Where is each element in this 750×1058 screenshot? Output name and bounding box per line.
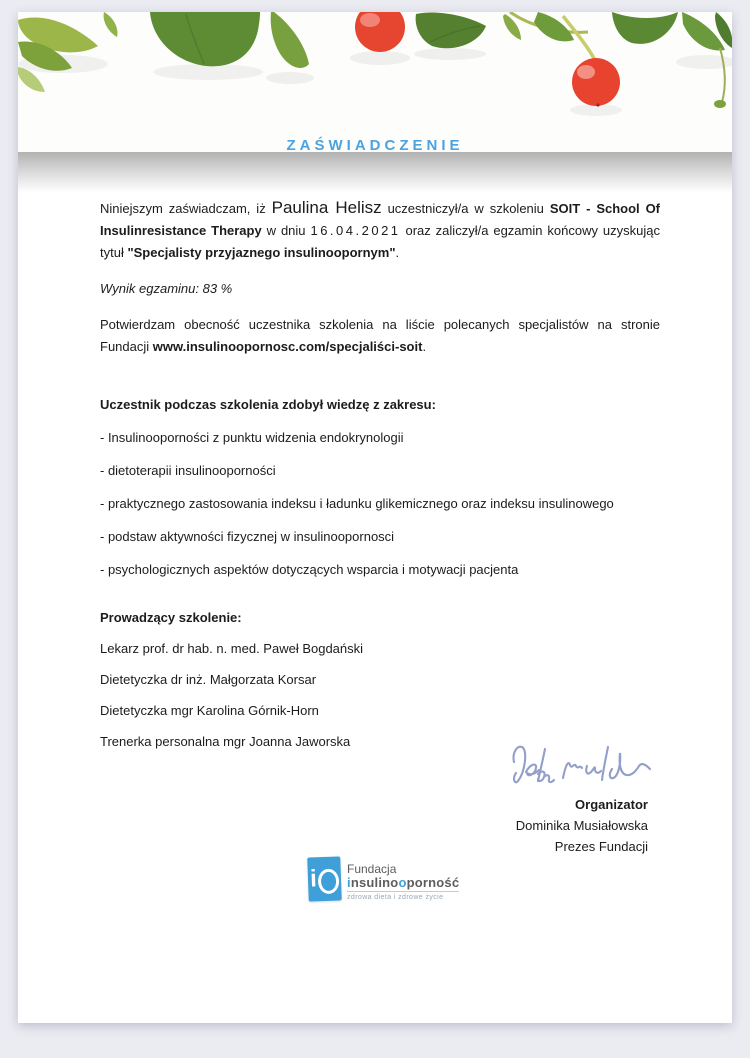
intro-mid3: oraz zaliczył/a egzamin końcowy uzyskując tytuł [100,223,660,260]
cherry-tomato-2 [563,16,620,107]
intro-lead: Niniejszym zaświadczam, iż [100,201,272,216]
knowledge-heading: Uczestnik podczas szkolenia zdobył wiedzę z zakresu: [100,397,436,412]
cherry-tomato-1 [355,12,405,52]
exam-result: Wynik egzaminu: 83 % [100,281,233,296]
logo-name-word: insulinooporność [347,875,460,890]
award-title: "Specjalisty przyjaznego insulinoopornym" [127,245,396,260]
course-date: 16.04.2021 [310,223,401,238]
organizer-block [516,794,648,857]
knowledge-item: - dietoterapii insulinooporności [100,463,276,478]
certificate-page [18,12,732,1023]
logo-o-ring-icon [317,868,339,894]
confirmation-end: . [422,339,427,354]
vegetables-photo-illustration [18,12,732,152]
logo-io-mark [307,856,342,901]
signature-image [504,738,658,798]
spinach-leaf-mid [416,13,486,49]
logo-i-letter: i [309,865,318,893]
participant-name: Paulina Helisz [271,198,382,217]
leaf-cluster-stems [503,12,588,41]
intro-mid1: uczestniczył/a w szkoleniu [381,201,550,216]
photo-shadows [18,48,732,116]
knowledge-item: - Insulinooporności z punktu widzenia endokrynologii [100,430,404,445]
organizer-label: Organizator [575,797,648,812]
spinach-leaf-large [150,12,260,66]
knowledge-item: - psychologicznych aspektów dotyczących wsparcia i motywacji pacjenta [100,562,519,577]
intro-mid2: w dniu [261,223,311,238]
title-gradient-band [18,152,732,194]
trainer-item: Dietetyczka mgr Karolina Górnik-Horn [100,703,319,718]
spinach-leaf-right [612,12,678,44]
certificate-body [100,198,660,753]
logo-foundation-word: Fundacja [347,862,397,876]
header-photo [18,12,732,152]
specialists-url: www.insulinoopornosc.com/specjaliści-soit [152,339,423,354]
organizer-role: Prezes Fundacji [554,839,648,854]
intro-end: . [395,245,400,260]
trainer-item: Lekarz prof. dr hab. n. med. Paweł Bogdański [100,641,364,656]
certificate-title: ZAŚWIADCZENIE [286,137,464,154]
logo-tagline: zdrowa dieta i zdrowe życie [347,891,459,902]
trainers-heading: Prowadzący szkolenie: [100,610,242,625]
organizer-name: Dominika Musiałowska [515,818,648,833]
trainer-item: Dietetyczka dr inż. Małgorzata Korsar [100,672,317,687]
course-name: SOIT - School Of Insulinresistance Therapy [100,201,661,238]
foundation-logo [308,857,459,902]
logo-text [347,857,459,902]
confirmation-paragraph [100,314,660,358]
trainer-item: Trenerka personalna mgr Joanna Jaworska [100,734,351,749]
knowledge-item: - praktycznego zastosowania indeksu i ładunku glikemicznego oraz indeksu insulinowego [100,496,614,511]
spinach-leaf-narrow [271,12,309,68]
knowledge-item: - podstaw aktywności fizycznej w insulinoopornosci [100,529,395,544]
intro-paragraph [100,198,660,264]
confirmation-lead: Potwierdzam obecność uczestnika szkolenia na liście polecanych specjalistów na stronie Fundacji [100,317,660,354]
spinach-leaves-left [18,12,117,92]
